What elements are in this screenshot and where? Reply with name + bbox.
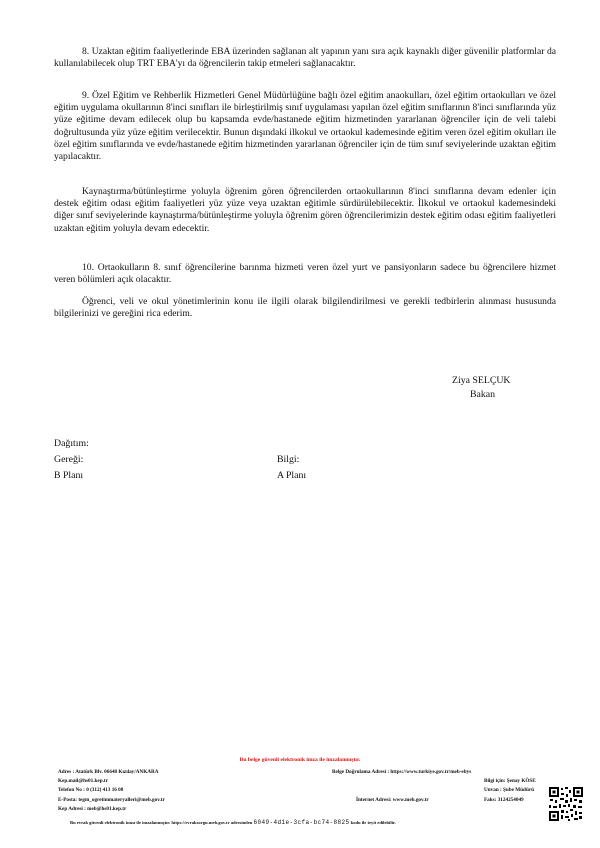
paragraph-9: 9. Özel Eğitim ve Rehberlik Hizmetleri Genel Müdürlüğüne bağlı özel eğitim anaokulları, özel eğitim ortaokulları ve özel eğitim uygulama okullarının 8'inci sınıfları ile birleştirilmiş sınıf uygulaması yapılan özel eğitim sınıflarının 8'inci sınıflarında yüz yüze eğitime devam edilecek olup bu kapsamda evde/hastanede eğitim hizmetinden yararlanan öğrenciler için de veli talebi doğrultusunda yüz yüze eğitim verilecektir. Bunun dışındaki ilkokul ve ortaokul kademesinde eğitim veren özel eğitim okulları ile özel eğitim sınıflarında ve evde/hastanede eğitim hizmetinden yararlanan öğrenciler için de tüm sınıf seviyelerinde uzaktan eğitim yapılacaktır.: [54, 90, 556, 163]
bottom-verification-note: [70, 819, 530, 826]
paragraph-10: 10. Ortaokulların 8. sınıf öğrencilerine barınma hizmeti veren özel yurt ve pansiyonların sadece bu öğrencilere hizmet veren bölümleri açık olacaktır.: [54, 262, 556, 286]
signer-name: Ziya SELÇUK: [452, 375, 511, 386]
footer-kep-address: Kep Adresi : meb@hs01.kep.tr: [58, 806, 127, 812]
bottom-note-prefix: Bu evrak güvenli elektronik imza ile imzalanmıştır. https://evraksorgu.meb.gov.tr adresinden: [70, 820, 253, 825]
paragraph-closing: Öğrenci, veli ve okul yönetimlerinin konu ile ilgili olarak bilgilendirilmesi ve gerekli tedbirlerin alınması hususunda bilgilerinizi ve gereğini rica ederim.: [54, 296, 556, 320]
paragraph-inclusion: Kaynaştırma/bütünleştirme yoluyla öğrenim gören öğrencilerden ortaokullarının 8'inci sınıflarına devam edenler için destek eğitim odası eğitim faaliyetleri yüz yüze veya uzaktan eğitimle sürdürülebilecektir. İlkokul ve ortaokul kademesindeki diğer sınıf seviyelerinde kaynaştırma/bütünleştirme yoluyla öğrenim gören öğrencilerimizin destek eğitim odası eğitim faaliyetleri uzaktan eğitim yoluyla devam edecektir.: [54, 186, 556, 234]
footer-info-contact: Bilgi için: Şenay KÖSE: [484, 778, 536, 784]
footer-fax: Faks: 3124254049: [484, 797, 524, 803]
footer-kep-mail: Kep.mail@hs01.kep.tr: [58, 778, 108, 784]
bottom-note-suffix: kodu ile teyit edilebilir.: [350, 820, 396, 825]
paragraph-8: 8. Uzaktan eğitim faaliyetlerinde EBA üzerinden sağlanan alt yapının yanı sıra açık kaynaklı diğer güvenilir platformlar da kullanılabilecek olup TRT EBA'yı da öğrencilerin takip etmeleri sağlanacaktır.: [54, 46, 556, 70]
footer-email[interactable]: E-Posta: tegm_ogretimmateryalleri@meb.gov.tr: [58, 797, 165, 803]
gereği-value: B Planı: [54, 470, 84, 481]
document-code: 6049-4d1e-3cfa-bc74-8825: [253, 819, 350, 826]
footer-phone: Telefon No : 0 (312) 413 16 08: [58, 787, 124, 793]
footer-web-address[interactable]: İnternet Adresi: www.meb.gov.tr: [356, 797, 429, 803]
footer-verify-address[interactable]: Belge Doğrulama Adresi : https://www.turkiye.gov.tr/meb-ebys: [332, 769, 472, 775]
footer-contact-title: Unvan : Şube Müdürü: [484, 787, 535, 793]
bilgi-label: Bilgi:: [277, 454, 300, 465]
signer-title: Bakan: [470, 389, 496, 400]
gereği-label: Gereği:: [54, 454, 84, 465]
footer-address: Adres : Atatürk Blv. 06648 Kızılay/ANKARA: [58, 769, 159, 775]
qr-code: [548, 786, 584, 822]
bilgi-value: A Planı: [277, 470, 307, 481]
esign-notice: Bu belge güvenli elektronik imza ile imzalanmıştır.: [239, 757, 361, 763]
distribution-label: Dağıtım:: [54, 438, 89, 449]
